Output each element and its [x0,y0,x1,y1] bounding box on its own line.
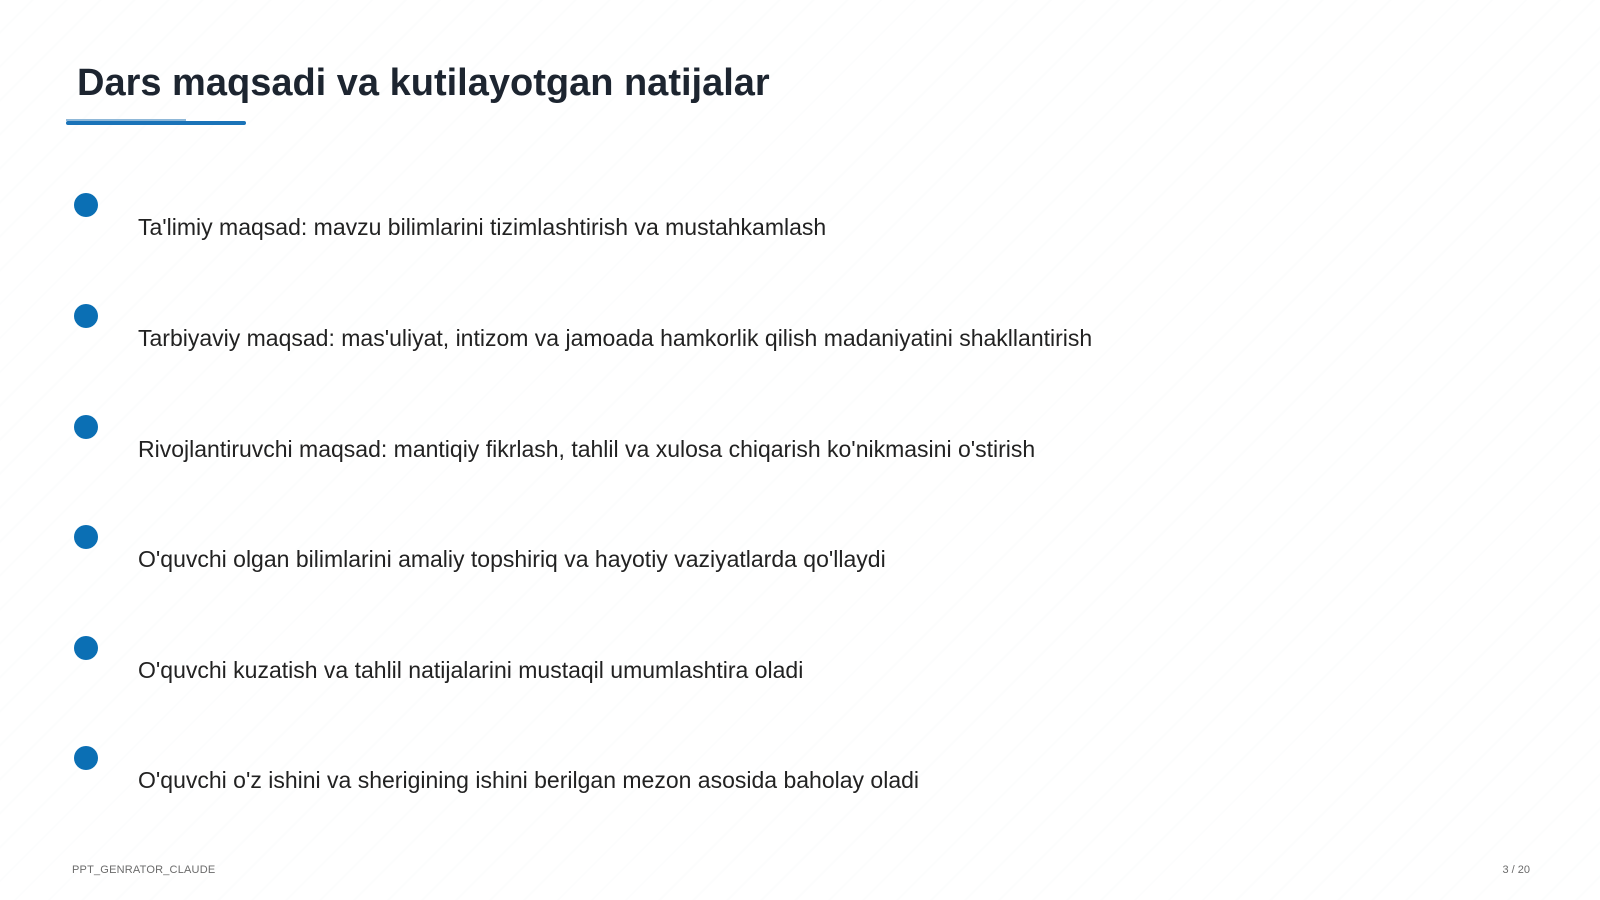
bullet-dot-icon [74,746,98,770]
bullet-text: Rivojlantiruvchi maqsad: mantiqiy fikrlash, tahlil va xulosa chiqarish ko'nikmasini o'stirish [138,436,1036,462]
bullet-dot-icon [74,415,98,439]
bullet-item [74,193,1374,253]
slide-title: Dars maqsadi va kutilayotgan natijalar [77,62,770,104]
footer-label: PPT_GENRATOR_CLAUDE [72,864,216,876]
bullet-text: Tarbiyaviy maqsad: mas'uliyat, intizom va jamoada hamkorlik qilish madaniyatini shakllantirish [138,325,1093,351]
bullet-item [74,746,1374,806]
bullet-item [74,636,1374,696]
bullet-text: O'quvchi olgan bilimlarini amaliy topshiriq va hayotiy vaziyatlarda qo'llaydi [138,546,886,572]
bullet-item [74,304,1374,364]
bullet-dot-icon [74,636,98,660]
bullet-text: O'quvchi o'z ishini va sherigining ishini berilgan mezon asosida baholay oladi [138,767,920,793]
bullet-item [74,415,1374,475]
bullet-dot-icon [74,525,98,549]
bullet-text: Ta'limiy maqsad: mavzu bilimlarini tizimlashtirish va mustahkamlash [138,214,827,240]
bullet-text: O'quvchi kuzatish va tahlil natijalarini mustaqil umumlashtira oladi [138,657,804,683]
bullet-dot-icon [74,304,98,328]
bullet-item [74,525,1374,585]
page-number: 3 / 20 [1502,864,1530,876]
bullet-dot-icon [74,193,98,217]
